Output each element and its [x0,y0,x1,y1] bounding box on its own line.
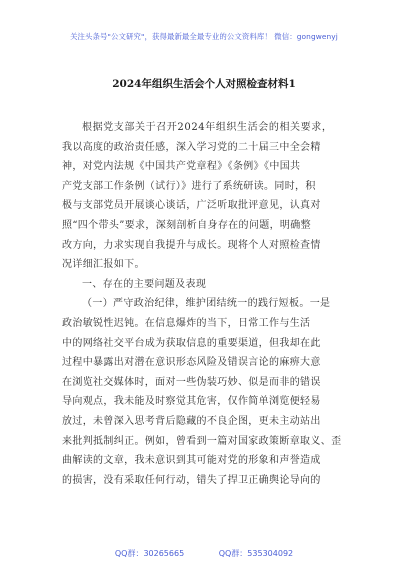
body-line: 改方向，力求实现自我提升与成长。现将个人对照检查情 [62,239,321,251]
qq-group-1: QQ群：30265665 [114,549,185,558]
body-line: 中的网络社交平台成为获取信息的重要渠道，但我却在此 [62,337,321,349]
contact-footer [0,548,408,559]
body-line: 来批判抵制纠正。例如，曾看到一篇对国家政策断章取义、歪 [62,435,342,447]
body-line: 神，对党内法规《中国共产党章程》《条例》《中国共 [62,161,301,173]
body-line: 在浏览社交媒体时，面对一些伪装巧妙、似是而非的错误 [62,376,321,388]
promo-banner: 关注头条号"公文研究"，获得最新最全最专业的公文资料库！ 微信：gongwenyj [70,32,338,41]
body-line: 过程中暴露出对潜在意识形态风险及错误言论的麻痹大意 [62,357,321,369]
body-line: 况详细汇报如下。 [62,259,145,271]
body-line: 我以高度的政治责任感，深入学习党的二十届三中全会精 [62,141,321,153]
body-line: 导向观点，我未能及时察觉其危害，仅作简单浏览便轻易 [62,396,321,408]
body-line: 放过，未曾深入思考背后隐藏的不良企图，更未主动站出 [62,415,321,427]
body-line: 根据党支部关于召开2024年组织生活会的相关要求， [82,122,333,133]
section-heading: 一、存在的主要问题及表现 [82,278,207,290]
body-line: 产党支部工作条例（试行）》进行了系统研读。同时，积 [62,180,316,192]
body-line: 的损害，没有采取任何行动，错失了捍卫正确舆论导向的 [62,474,321,486]
document-body [62,118,356,490]
subsection-heading: （一）严守政治纪律，维护团结统一的践行短板。一是 [82,298,331,310]
document-title: 2024年组织生活会个人对照检查材料1 [112,78,296,90]
body-line: 政治敏锐性迟钝。在信息爆炸的当下，日常工作与生活 [62,317,311,329]
body-line: 曲解读的文章，我未意识到其可能对党的形象和声誉造成 [62,455,321,467]
qq-group-2: QQ群：535304092 [218,549,294,558]
body-line: 极与支部党员开展谈心谈话，广泛听取批评意见，认真对 [62,200,321,212]
body-line: 照“四个带头”要求，深刻剖析自身存在的问题，明确整 [62,219,311,231]
